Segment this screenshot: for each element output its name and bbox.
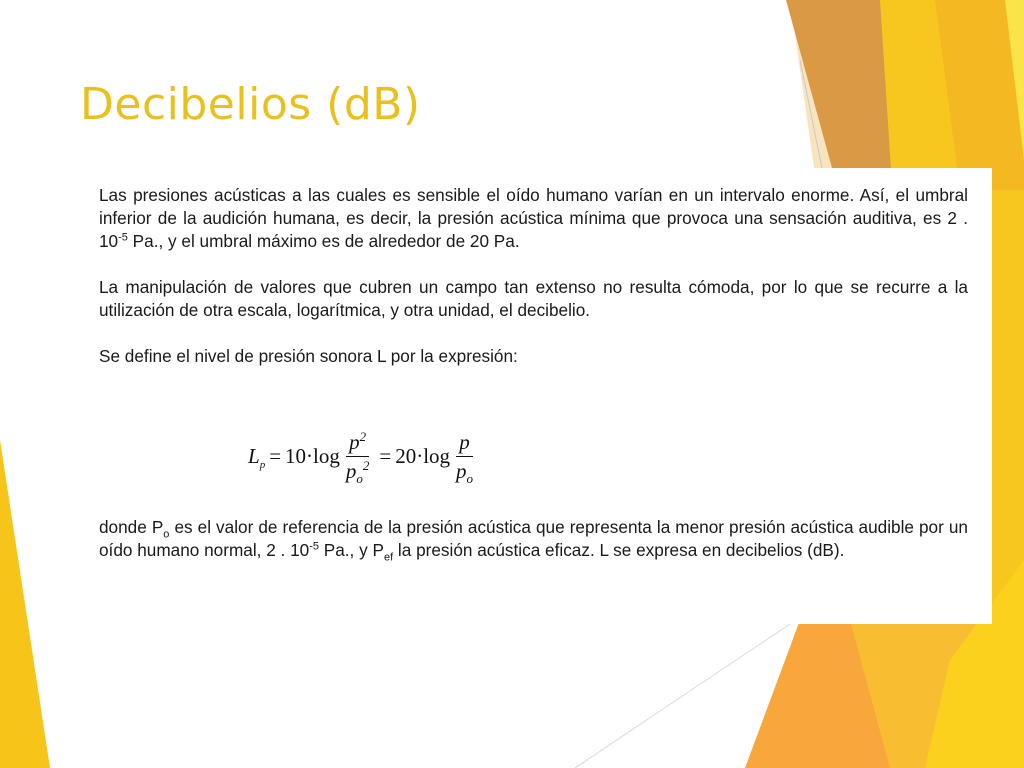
- formula-fraction-1: $\frac{p^2}{p_o^2}$: [345, 428, 370, 486]
- paragraph-2: La manipulación de valores que cubren un campo tan extenso no resulta cómoda, por lo que se recurre a la utilización de otra escala, logarítmica, y otra unidad, el decibelio.: [99, 277, 968, 320]
- content-image-box: [76, 168, 992, 624]
- formula-equals-2: =: [379, 443, 392, 468]
- paragraph-1: Las presiones acústicas a las cuales es sensible el oído humano varían en un intervalo enorme. Así, el umbral inferior de la audición humana, es decir, la presión acústica mínima que provoca una sensación auditiva, es 2 . $10^{-5}$ Pa., y el umbral máximo es de alrededor de 20 Pa.: [99, 185, 968, 251]
- formula-equals-1: =: [269, 443, 282, 468]
- paragraph-4: donde $P_o$ es el valor de referencia de la presión acústica que representa la menor presión acústica audible por un oído humano normal, 2 . $10^{-5}$ Pa., y $P_{ef}$ la presión acústica eficaz. L se expresa en decibelios (dB).: [99, 517, 968, 564]
- slide-title: Decibelios (dB): [80, 79, 421, 130]
- left-yellow-shape: [0, 440, 50, 768]
- paragraph-3: Se define el nivel de presión sonora L por la expresión:: [99, 346, 518, 366]
- formula-lhs: $L_p$: [248, 443, 266, 471]
- sound-pressure-level-formula: [248, 420, 479, 492]
- formula-fraction-2: $\frac{p}{p_o}$: [456, 429, 474, 486]
- formula-coef-2: 20·log: [395, 443, 451, 468]
- formula-coef-1: 10·log: [285, 443, 340, 468]
